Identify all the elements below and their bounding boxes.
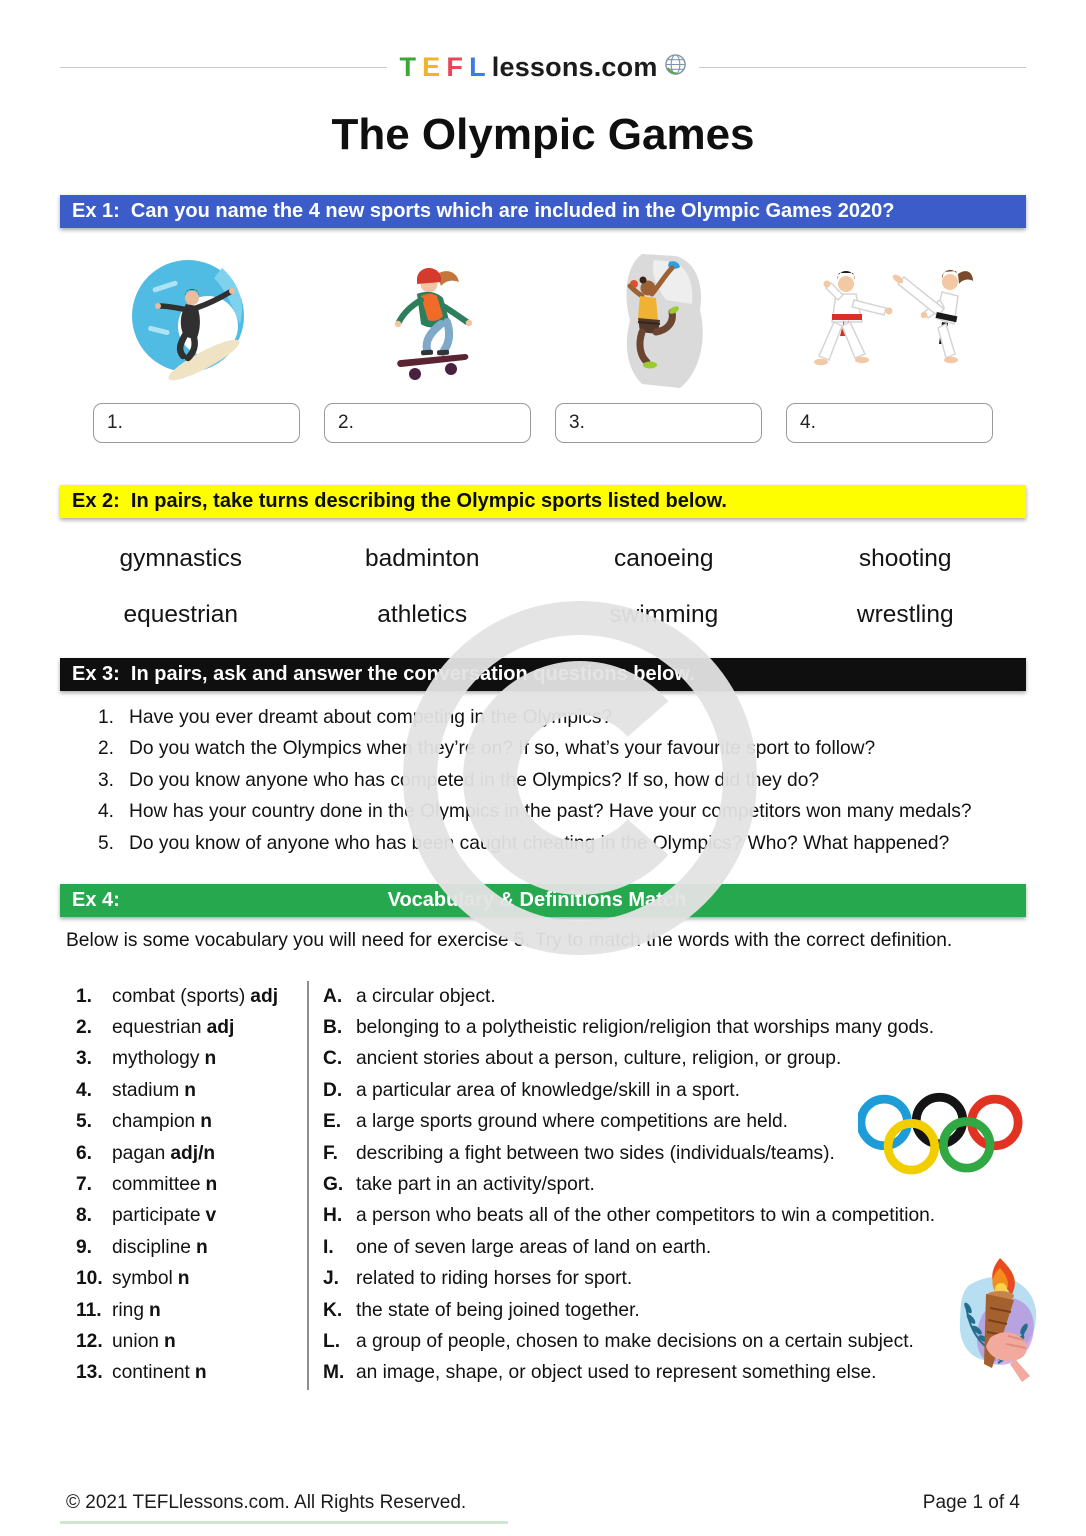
footer xyxy=(66,1492,1020,1514)
vocab-term-row: 2. equestrian adj xyxy=(76,1017,235,1039)
vocab-term-row: 1. combat (sports) adj xyxy=(76,985,279,1007)
site-logo xyxy=(399,52,686,83)
olympic-rings-icon xyxy=(858,1092,1023,1187)
ex4-banner-label: Ex 4: xyxy=(72,889,120,911)
question-row xyxy=(98,765,1038,797)
definition-row: A. a circular object. xyxy=(323,985,496,1007)
definition-row: H. a person who beats all of the other competitors to win a competition. xyxy=(323,1205,936,1227)
answer-box-1 xyxy=(93,403,300,443)
copyright-text: © 2021 TEFLlessons.com. All Rights Reserved. xyxy=(66,1492,467,1513)
question-text: Do you watch the Olympics when they’re on? If so, what’s your favourite sport to follow? xyxy=(129,738,876,760)
vocab-term-row: 3. mythology n xyxy=(76,1048,217,1070)
definition-row: I. one of seven large areas of land on earth. xyxy=(323,1236,712,1258)
question-row xyxy=(98,797,1038,829)
ex4-banner xyxy=(60,884,1026,917)
definition-row: K. the state of being joined together. xyxy=(323,1299,640,1321)
logo-rest: lessons.com xyxy=(491,52,658,82)
question-text: Do you know anyone who has competed in the Olympics? If so, how did they do? xyxy=(129,769,820,791)
definition-row: E. a large sports ground where competitions are held. xyxy=(323,1111,788,1133)
sport-word: shooting xyxy=(858,545,952,572)
globe-icon xyxy=(664,52,687,83)
ex3-banner: Ex 3: In pairs, ask and answer the conversation questions below. xyxy=(60,658,1026,691)
definition-row: G. take part in an activity/sport. xyxy=(323,1174,595,1196)
definition-row: B. belonging to a polytheistic religion/religion that worships many gods. xyxy=(323,1017,935,1039)
footer-accent-line xyxy=(60,1521,508,1524)
sport-word: athletics xyxy=(377,601,468,628)
definition-row: L. a group of people, chosen to make decisions on a certain subject. xyxy=(323,1330,914,1352)
vocab-term-row: 7. committee n xyxy=(76,1174,218,1196)
question-number: 4. xyxy=(98,801,115,823)
ex2-banner: Ex 2: In pairs, take turns describing the Olympic sports listed below. xyxy=(60,485,1026,518)
definition-row: F. describing a fight between two sides (individuals/teams). xyxy=(323,1142,835,1164)
question-number: 1. xyxy=(98,706,115,728)
question-number: 5. xyxy=(98,832,115,854)
answer-label: 3. xyxy=(569,412,585,433)
sport-word: gymnastics xyxy=(119,545,243,572)
sport-word: swimming xyxy=(609,601,719,628)
skateboarding-illustration xyxy=(324,250,531,395)
question-row xyxy=(98,828,1038,860)
vocab-divider xyxy=(307,981,309,1390)
vocab-term-row: 12. union n xyxy=(76,1330,176,1352)
answer-box-3 xyxy=(555,403,762,443)
karate-illustration xyxy=(786,250,993,395)
question-number: 2. xyxy=(98,738,115,760)
ex3-questions xyxy=(98,702,1038,860)
definition-row: M. an image, shape, or object used to represent something else. xyxy=(323,1362,877,1384)
question-text: Have you ever dreamt about competing in the Olympics? xyxy=(129,706,613,728)
header-rule-right xyxy=(699,67,1026,68)
sport-word: badminton xyxy=(365,545,480,572)
ex1-images-row xyxy=(93,250,993,395)
page-title: The Olympic Games xyxy=(331,110,755,159)
vocab-term-row: 6. pagan adj/n xyxy=(76,1142,216,1164)
vocab-term-row: 10. symbol n xyxy=(76,1268,190,1290)
definition-row: J. related to riding horses for sport. xyxy=(323,1268,633,1290)
answer-label: 1. xyxy=(107,412,123,433)
answer-box-4 xyxy=(786,403,993,443)
vocab-term-row: 8. participate v xyxy=(76,1205,217,1227)
ex1-answers-row xyxy=(93,403,993,443)
ex1-banner: Ex 1: Can you name the 4 new sports which are included in the Olympic Games 2020? xyxy=(60,195,1026,228)
olympic-torch-icon xyxy=(938,1256,1050,1396)
sport-word: wrestling xyxy=(856,601,954,628)
logo-letter-e: E xyxy=(422,52,441,82)
logo-letter-f: F xyxy=(446,52,464,82)
sport-word: canoeing xyxy=(614,545,714,572)
header-rule-left xyxy=(60,67,387,68)
question-text: How has your country done in the Olympics in the past? Have your competitors won many medals? xyxy=(129,801,972,823)
question-row xyxy=(98,734,1038,766)
vocab-term-row: 11. ring n xyxy=(76,1299,161,1321)
logo-letter-l: L xyxy=(469,52,486,82)
ex4-banner-title: Vocabulary & Definitions Match xyxy=(387,889,687,911)
page-number: Page 1 of 4 xyxy=(922,1492,1020,1513)
vocab-term-row: 9. discipline n xyxy=(76,1236,208,1258)
question-row xyxy=(98,702,1038,734)
vocab-term-row: 5. champion n xyxy=(76,1111,212,1133)
surfing-illustration xyxy=(93,250,300,395)
header xyxy=(60,52,1026,83)
sport-climbing-illustration xyxy=(555,250,762,395)
answer-box-2 xyxy=(324,403,531,443)
ex2-words xyxy=(60,536,1026,638)
answer-label: 2. xyxy=(338,412,354,433)
sport-word: equestrian xyxy=(123,601,238,628)
definition-row: C. ancient stories about a person, culture, religion, or group. xyxy=(323,1048,842,1070)
vocab-term-row: 4. stadium n xyxy=(76,1079,196,1101)
question-text: Do you know of anyone who has been caught cheating in the Olympics? Who? What happened? xyxy=(129,832,950,854)
logo-letter-t: T xyxy=(399,52,417,82)
question-number: 3. xyxy=(98,769,115,791)
vocab-terms xyxy=(76,981,304,1389)
answer-label: 4. xyxy=(800,412,816,433)
vocab-term-row: 13. continent n xyxy=(76,1362,207,1384)
definition-row: D. a particular area of knowledge/skill in a sport. xyxy=(323,1079,740,1101)
ex4-intro: Below is some vocabulary you will need for exercise 5. Try to match the words with the correct definition. xyxy=(66,930,953,951)
